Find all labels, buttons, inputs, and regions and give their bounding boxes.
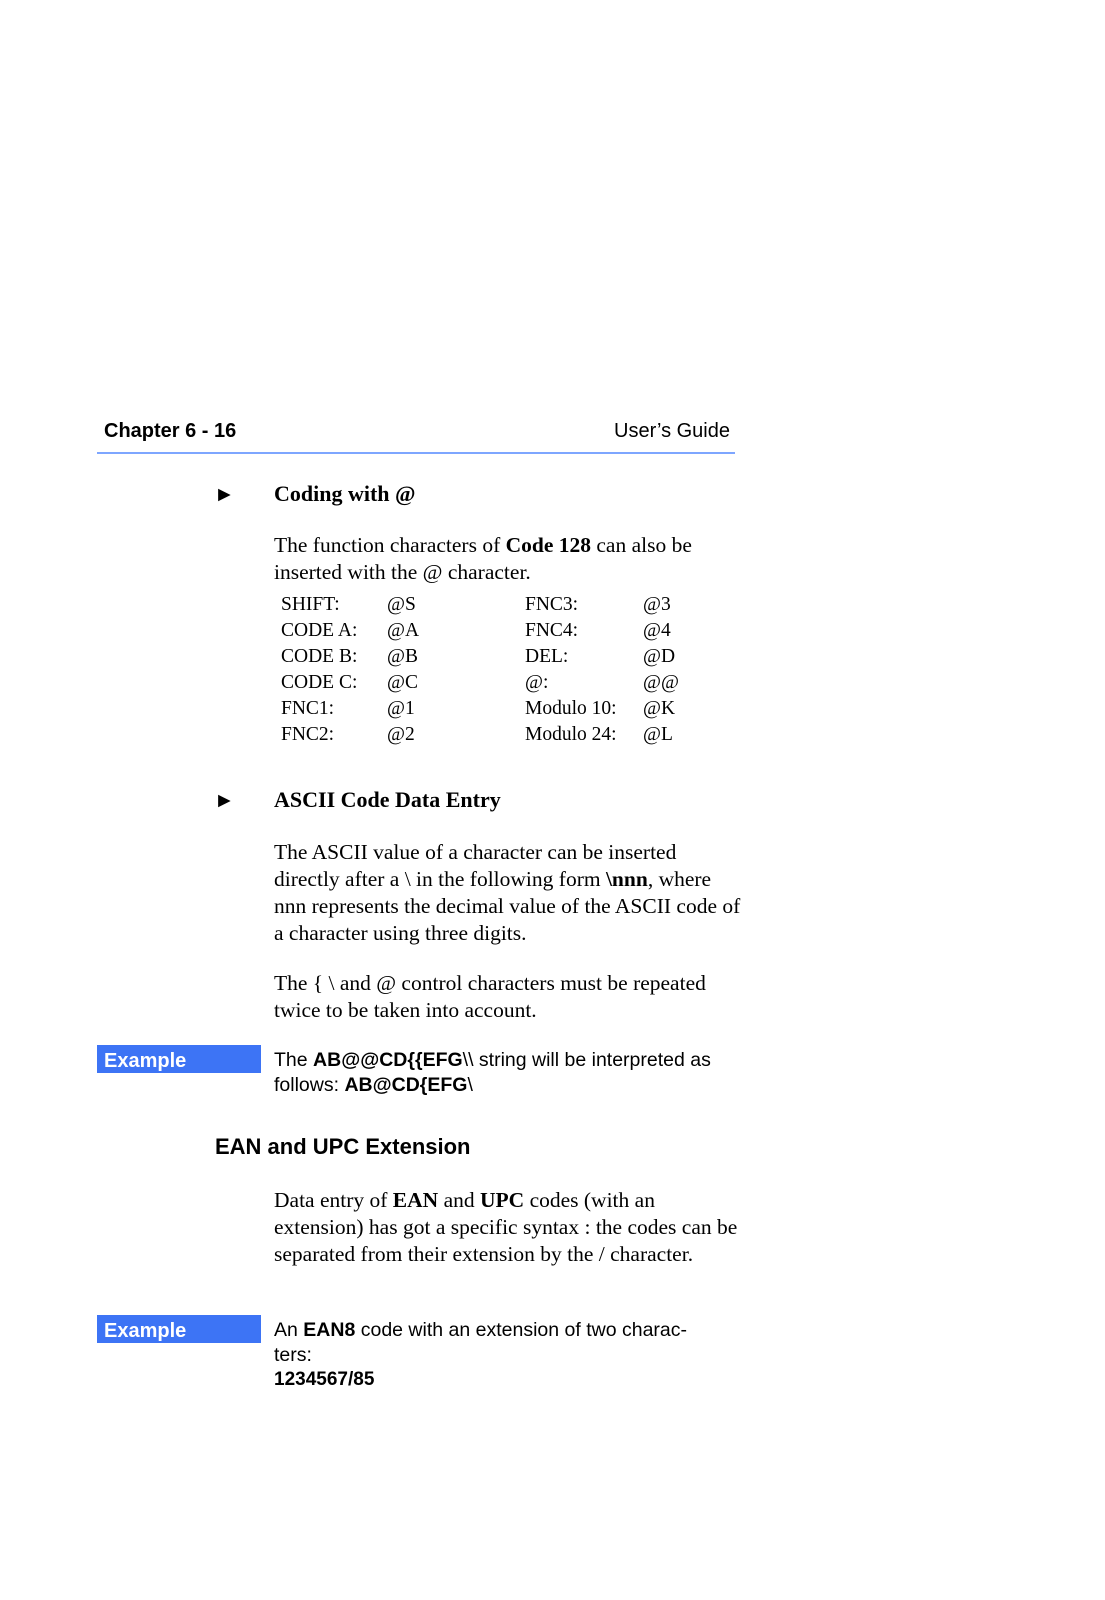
- example-text-mid: \\ string will be interpreted as follows:: [274, 1049, 711, 1096]
- table-cell: CODE B:: [281, 646, 358, 667]
- table-cell: Modulo 24:: [525, 724, 617, 745]
- ean-text-mid: and: [438, 1188, 480, 1212]
- code128-term: Code 128: [505, 533, 592, 557]
- table-cell: @K: [643, 698, 676, 719]
- control-chars-paragraph: The { \ and @ control characters must be repeated twice to be taken into account.: [274, 971, 706, 1022]
- table-cell: Modulo 10:: [525, 698, 617, 719]
- table-cell: @S: [387, 594, 416, 615]
- table-cell: @D: [643, 646, 676, 667]
- ean8-term: EAN8: [303, 1319, 356, 1341]
- example-text: [274, 1318, 724, 1368]
- header-divider: [97, 452, 735, 454]
- table-cell: @1: [387, 698, 415, 719]
- chapter-page-label: Chapter 6 - 16: [104, 420, 237, 442]
- section-heading-ean-upc: EAN and UPC Extension: [215, 1134, 471, 1159]
- coding-text-end: can also be inserted with the @ character.: [274, 533, 692, 584]
- example-tag: Example: [97, 1315, 261, 1343]
- guide-title: User’s Guide: [614, 420, 730, 442]
- example-input-string: AB@@CD{{EFG: [313, 1049, 463, 1071]
- coding-text-start: The function characters of: [274, 533, 506, 557]
- ean-upc-paragraph: [274, 1187, 749, 1268]
- table-cell: FNC3:: [525, 594, 579, 615]
- table-cell: DEL:: [525, 646, 569, 667]
- ascii-text-end: , where nnn represents the decimal value of the ASCII code of a character using three digits.: [274, 867, 741, 945]
- ascii-text-start: The ASCII value of a character can be inserted directly after a \ in the following form: [274, 840, 677, 891]
- table-cell: @B: [387, 646, 418, 667]
- bullet-arrow-icon: ►: [214, 788, 235, 812]
- table-cell: FNC2:: [281, 724, 335, 745]
- example-code-value: 1234567/85: [274, 1369, 375, 1390]
- table-cell: CODE A:: [281, 620, 358, 641]
- example-tag: Example: [97, 1045, 261, 1073]
- table-cell: FNC4:: [525, 620, 579, 641]
- table-cell: @C: [387, 672, 418, 693]
- table-row: [281, 644, 703, 670]
- section-heading-coding: Coding with @: [274, 481, 416, 506]
- table-cell: @3: [643, 594, 671, 615]
- table-cell: @L: [643, 724, 673, 745]
- table-cell: @:: [525, 672, 549, 693]
- example-text-start: The: [274, 1049, 314, 1071]
- table-row: [281, 618, 703, 644]
- ean-text-end: codes (with an extension) has got a specific syntax : the codes can be separated from their extension by the / character.: [274, 1188, 738, 1266]
- table-cell: CODE C:: [281, 672, 358, 693]
- upc-term: UPC: [480, 1188, 525, 1212]
- table-row: [281, 670, 703, 696]
- table-cell: @4: [643, 620, 671, 641]
- table-cell: SHIFT:: [281, 594, 340, 615]
- coding-paragraph: [274, 532, 754, 586]
- nnn-term: \nnn: [605, 867, 648, 891]
- ean-term: EAN: [392, 1188, 439, 1212]
- table-row: [281, 722, 703, 748]
- table-row: [281, 696, 703, 722]
- example-text: [274, 1048, 744, 1098]
- table-cell: FNC1:: [281, 698, 335, 719]
- example-text-start: An: [274, 1319, 304, 1341]
- section-heading-ascii: ASCII Code Data Entry: [274, 787, 501, 812]
- table-cell: @A: [387, 620, 420, 641]
- ascii-paragraph: [274, 839, 744, 947]
- example-text-end: \: [467, 1074, 473, 1096]
- example-output-string: AB@CD{EFG: [344, 1074, 468, 1096]
- function-code-table: [281, 592, 703, 748]
- table-row: [281, 592, 703, 618]
- table-cell: @@: [643, 672, 679, 693]
- example-text-end: code with an extension of two charac- ters:: [274, 1319, 687, 1366]
- bullet-arrow-icon: ►: [214, 482, 235, 506]
- table-cell: @2: [387, 724, 415, 745]
- ean-text-start: Data entry of: [274, 1188, 393, 1212]
